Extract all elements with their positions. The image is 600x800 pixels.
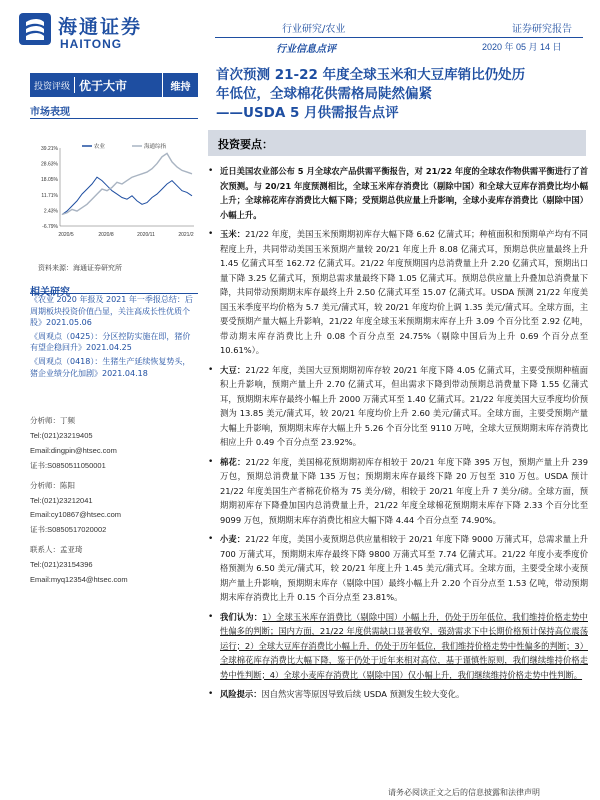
analyst-email[interactable]: Email:dingpin@htsec.com: [30, 445, 117, 455]
title-line: 年低位，全球棉花供需格局陡然偏紧: [216, 86, 432, 102]
analyst-contacts: [30, 414, 198, 593]
paragraph-text: 21/22 年度，美国玉米预期期初库存大幅下降 6.62 亿蒲式耳；种植面积和预期单产均有不同程度上升，共同带动美国玉米预期产量较 20/21 年度上升 8.08 亿蒲式耳，预期总供应量最终上升 1.45 亿蒲式耳至 162.72 亿蒲式耳。21/22 年度预期国内总消费量上升 2.20 亿蒲式耳，预期出口量下降 3.25 亿蒲式耳，预期总需求量最终下降 1.05 亿蒲式耳。预期总供应量上升叠加总消费量下降，共同带动预期期末库存最终上升 2.50 亿蒲式耳至 15.07 亿蒲式耳。USDA 预测 21/22 年度美国玉米季度平均价格为 5.7 美元/蒲式耳，较 20/21 年度均价上调 1.35 美元/蒲式耳。全球方面，主要受预期产量大幅上升影响，21/22 年度全球玉米预期期末库存上升 3.09 个百分比至 2.92 亿吨，带动期末库存消费比上升 0.08 个百分点至 24.75%（剔除中国后为上升 0.69 个百分点至 10.61%）。: [220, 229, 588, 355]
bullet-icon: •: [208, 166, 214, 176]
paragraph-text: 21/22 年度，美国小麦预期总供应量相较于 20/21 年度下降 9000 万蒲式耳，总需求量上升 700 万蒲式耳，预期期末库存最终下降 9800 万蒲式耳至 7.74 亿蒲式耳。21/22 年度小麦季度价格预测为 6.50 美元/蒲式耳，较 20/21 年度上升 1.45 美元/蒲式耳。全球方面，主要受全球小麦预期产量上升影响，预期期末库存（剔除中国）最终小幅上升 2.20 个百分点至 1.53 亿吨，带动预期期末库存消费比上升 0.15 个百分点至 23.81%。: [220, 534, 588, 602]
report-type: 证券研究报告: [512, 24, 572, 35]
analyst-cert: 证书:S0850517020002: [30, 525, 107, 535]
paragraph-text: 1）全球玉米库存消费比（剔除中国）小幅上升，仍处于历年低位，我们维持价格走势中性偏多的判断；国内方面，21/22 年度供需缺口显著收窄，强劲需求下中长期价格预计保持高位震荡运行；2）全球大豆库存消费比小幅上升，仍处于历年低位，我们维持价格走势中性偏多的判断；3）全球棉花库存消费比大幅下降，鉴于仍处于近年来相对高位，基于谨慎性原则，我们继续维持价格走势中性判断；4）全球小麦库存消费比（剔除中国）仅小幅上升，我们继续维持价格走势中性判断。: [220, 611, 588, 680]
key-point-paragraph: [208, 363, 588, 450]
key-point-paragraph: [208, 610, 588, 683]
bullet-icon: •: [208, 534, 214, 544]
title-line: 首次预测 21-22 年度全球玉米和大豆库销比仍处历: [216, 67, 526, 83]
contact-name: 联系人：孟亚琦: [30, 545, 83, 555]
y-tick-label: 2.43%: [43, 208, 58, 215]
analyst-tel: Tel:(021)23219405: [30, 430, 93, 440]
y-tick-label: 18.05%: [41, 177, 58, 184]
market-performance-chart: [30, 140, 198, 240]
paragraph-text: 21/22 年度，美国大豆预期期初库存较 20/21 年度下降 4.05 亿蒲式耳，主要受预期种植面积上升影响，预期产量上升 2.70 亿蒲式耳，但出需求下降到带动预期总消费量下降 1.55 亿蒲式耳，预期期末库存最终小幅上升 2000 万蒲式耳至 1.40 亿蒲式耳。21/22 年度美国大豆季度均价预测为 13.85 美元/蒲式耳，较 20/21 年度均价上升 2.60 美元/蒲式耳。全球方面，主要受预期产量大幅上升影响，预期期末库存大幅上升 5.26 个百分比至 9110 万吨，全球大豆预期期末库存消费比相应上升 0.49 个百分点至 23.92%。: [220, 364, 588, 447]
report-body: [208, 164, 588, 707]
key-point-paragraph: [208, 455, 588, 528]
company-logo: [18, 10, 168, 54]
y-tick-label: 28.63%: [41, 161, 58, 168]
haitong-logo-icon: [18, 12, 52, 46]
y-tick-label: -6.79%: [42, 224, 58, 230]
title-line: ——USDA 5 月供需报告点评: [216, 105, 399, 121]
paragraph-label: 玉米：: [220, 229, 246, 239]
market-performance-title: 市场表现: [30, 107, 70, 118]
key-points-heading: 投资要点：: [208, 130, 586, 156]
rating-value: 优于大市: [79, 78, 128, 93]
paragraph-label: 小麦：: [220, 534, 246, 544]
bullet-icon: •: [208, 229, 214, 239]
paragraph-text: 近日美国农业部公布 5 月全球农产品供需平衡报告，对 21/22 年度的全球农作物供需平衡进行了首次预测。与 20/21 年度预测相比，全球玉米库存消费比（剔除中国）和全球大豆库存消费比均小幅上升；全球棉花库存消费比大幅下降；受预期总供应量上升影响，全球小麦库存消费比（剔除中国）小幅上升。: [220, 166, 588, 220]
paragraph-label: 风险提示：: [220, 689, 262, 699]
key-point-paragraph: [208, 227, 588, 358]
logo-en-text: HAITONG: [60, 37, 123, 51]
paragraph-text: 因自然灾害等原因导致后续 USDA 预测发生较大变化。: [261, 689, 465, 699]
x-tick-label: 2020/11: [137, 232, 155, 238]
related-item[interactable]: 《农业 2020 年报及 2021 年一季报总结：后周期板块投资价值凸显，关注高成长性优质个股》2021.05.06: [30, 295, 193, 328]
related-research-list: [30, 294, 198, 381]
contact-tel: Tel:(021)23154396: [30, 560, 93, 570]
y-tick-label: 39.21%: [41, 146, 58, 152]
header-rule: [215, 37, 583, 38]
analyst-name: 分析师：丁频: [30, 416, 75, 425]
bullet-icon: •: [208, 611, 214, 622]
contact-email[interactable]: Email:myq12354@htsec.com: [30, 575, 128, 585]
legend-label: 海通综指: [144, 144, 167, 150]
x-tick-label: 2021/2: [178, 232, 194, 238]
paragraph-label: 棉花：: [220, 456, 246, 467]
related-item[interactable]: 《周观点（0418）：生猪生产延续恢复势头，猪企业绩分化加剧》2021.04.18: [30, 356, 191, 378]
paragraph-label: 大豆：: [220, 364, 246, 375]
analyst-tel: Tel:(021)23212041: [30, 495, 93, 505]
report-title: [216, 66, 586, 123]
x-tick-label: 2020/5: [58, 232, 74, 238]
bullet-icon: •: [208, 689, 214, 699]
x-tick-label: 2020/8: [98, 232, 114, 238]
report-category: 行业研究/农业: [282, 24, 346, 35]
market-title-rule: [30, 118, 198, 119]
chart-source: 资料来源：海通证券研究所: [38, 264, 122, 272]
rating-bar: [30, 73, 162, 97]
analyst-2: [30, 479, 198, 539]
contact-1: [30, 543, 198, 588]
paragraph-text: 21/22 年度，美国棉花预期期初库存相较于 20/21 年度下降 395 万包，预期产量上升 239 万包，预期总消费量下降 135 万包；预期期末库存最终下降 20 万包至 310 万包。USDA 预计 21/22 年度美国生产者棉花价格为 75 美分/磅，相较于 20/21 年度上升 7 美分/磅。全球方面，预期期初库存下降叠加国内总消费量上升，21/22 年度全球棉花预期期末库存下降 2.33 个百分比至 9099 万包，预期期末库存消费比相应大幅下降 4.44 个百分点至 74.90%。: [220, 456, 588, 525]
y-tick-label: 11.71%: [41, 192, 58, 199]
rating-divider: [74, 77, 75, 93]
series-line-0: [62, 177, 192, 214]
analyst-name: 分析师：陈阳: [30, 480, 75, 490]
analyst-1: [30, 414, 198, 474]
series-line-1: [62, 153, 192, 214]
report-date: 2020 年 05 月 14 日: [482, 42, 562, 52]
rating-action: 维持: [162, 73, 198, 97]
logo-cn-text: 海通证券: [58, 16, 143, 38]
legend-label: 农业: [94, 144, 106, 150]
analyst-email[interactable]: Email:cy10867@htsec.com: [30, 510, 121, 520]
report-subcategory: 行业信息点评: [276, 44, 336, 55]
paragraph-label: 我们认为：: [220, 611, 263, 622]
key-point-paragraph: [208, 687, 588, 702]
analyst-cert: 证书:S0850511050001: [30, 460, 106, 470]
related-item[interactable]: 《周观点（0425）：分区控防实施在即，猪价有望企稳回升》2021.04.25: [30, 331, 191, 353]
bullet-icon: •: [208, 364, 214, 375]
footer-disclaimer: 请务必阅读正文之后的信息披露和法律声明: [388, 788, 540, 797]
key-point-paragraph: [208, 164, 588, 222]
key-point-paragraph: [208, 532, 588, 605]
rating-label: 投资评级: [34, 81, 71, 92]
bullet-icon: •: [208, 456, 214, 467]
